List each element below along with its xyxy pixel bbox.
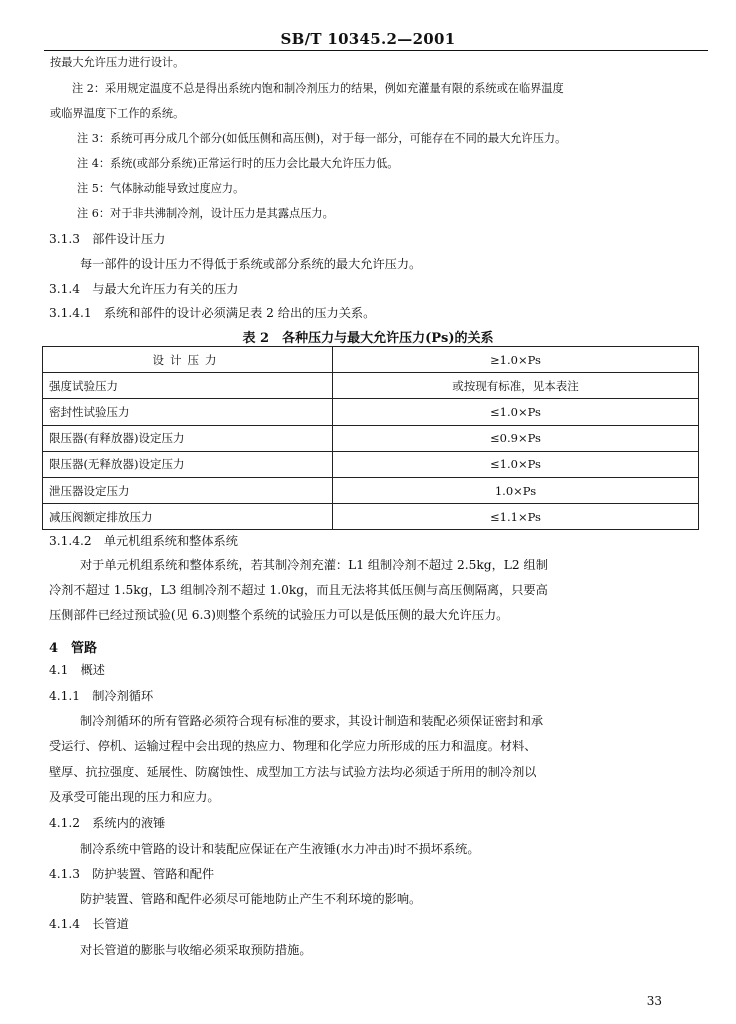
note-2-line-2: 或临界温度下工作的系统。 (50, 107, 185, 120)
section-3-1-4-2-line-1: 对于单元机组系统和整体系统，若其制冷剂充灌：L1 组制冷剂不超过 2.5kg，L2 组制 (80, 558, 548, 572)
section-4-1-4-heading: 4.1.4 长管道 (49, 917, 129, 931)
row-value: ≤1.0×Ps (333, 399, 699, 425)
row-value: ≤1.0×Ps (333, 451, 699, 477)
section-4-1-4-body: 对长管道的膨胀与收缩必须采取预防措施。 (80, 943, 312, 957)
row-value: ≤0.9×Ps (333, 425, 699, 451)
page-number: 33 (646, 994, 662, 1008)
section-3-1-3-body: 每一部件的设计压力不得低于系统或部分系统的最大允许压力。 (80, 257, 422, 271)
row-value: 1.0×Ps (333, 477, 699, 503)
section-4-1-1-line-2: 受运行、停机、运输过程中会出现的热应力、物理和化学应力所形成的压力和温度。材料、 (49, 739, 537, 753)
table-row (43, 425, 699, 451)
note-4: 注 4：系统(或部分系统)正常运行时的压力会比最大允许压力低。 (77, 157, 399, 170)
section-4-1-3-body: 防护装置、管路和配件必须尽可能地防止产生不利环境的影响。 (80, 892, 422, 906)
table-header-row (43, 347, 699, 373)
section-4-1-2-heading: 4.1.2 系统内的液锤 (49, 816, 166, 830)
table-row (43, 477, 699, 503)
section-4-1-heading: 4.1 概述 (49, 663, 105, 677)
note-2-line-1: 注 2：采用规定温度不总是得出系统内饱和制冷剂压力的结果，例如充灌量有限的系统或在临界温度 (72, 82, 564, 95)
section-4-1-1-heading: 4.1.1 制冷剂循环 (49, 689, 154, 703)
note-continuation: 按最大允许压力进行设计。 (50, 56, 185, 69)
pressure-relation-table (42, 346, 699, 530)
row-name: 强度试验压力 (43, 373, 333, 399)
section-3-1-3-heading: 3.1.3 部件设计压力 (49, 232, 166, 246)
row-name: 限压器(无释放器)设定压力 (43, 451, 333, 477)
section-3-1-4-heading: 3.1.4 与最大允许压力有关的压力 (49, 282, 239, 296)
section-4-1-1-line-1: 制冷剂循环的所有管路必须符合现有标准的要求，其设计制造和装配必须保证密封和承 (80, 714, 544, 728)
table-row (43, 373, 699, 399)
table-2-title: 表 2 各种压力与最大允许压力(Ps)的关系 (242, 331, 494, 346)
row-name: 减压阀额定排放压力 (43, 504, 333, 530)
section-4-1-1-line-4: 及承受可能出现的压力和应力。 (49, 790, 220, 804)
header-rule (44, 50, 708, 51)
row-name: 泄压器设定压力 (43, 477, 333, 503)
row-value: ≤1.1×Ps (333, 504, 699, 530)
section-4-1-2-body: 制冷系统中管路的设计和装配应保证在产生液锤(水力冲击)时不损坏系统。 (80, 842, 480, 856)
table-row (43, 399, 699, 425)
row-value: 或按现有标准，见本表注 (333, 373, 699, 399)
table-header-design-pressure: 设计压力 (43, 347, 333, 373)
section-3-1-4-2-line-2: 冷剂不超过 1.5kg，L3 组制冷剂不超过 1.0kg，而且无法将其低压侧与高压侧隔离，只要高 (49, 583, 548, 597)
chapter-4-heading: 4 管路 (49, 641, 98, 656)
row-name: 限压器(有释放器)设定压力 (43, 425, 333, 451)
section-3-1-4-2-line-3: 压侧部件已经过预试验(见 6.3)则整个系统的试验压力可以是低压侧的最大允许压力。 (49, 608, 509, 622)
note-3: 注 3：系统可再分成几个部分(如低压侧和高压侧)，对于每一部分，可能存在不同的最大允许压力。 (77, 132, 567, 145)
standard-code-header: SB/T 10345.2—2001 (280, 30, 456, 48)
table-row (43, 504, 699, 530)
note-6: 注 6：对于非共沸制冷剂，设计压力是其露点压力。 (77, 207, 334, 220)
table-header-value: ≥1.0×Ps (333, 347, 699, 373)
table-row (43, 451, 699, 477)
note-5: 注 5：气体脉动能导致过度应力。 (77, 182, 245, 195)
section-4-1-3-heading: 4.1.3 防护装置、管路和配件 (49, 867, 215, 881)
section-3-1-4-1-text: 3.1.4.1 系统和部件的设计必须满足表 2 给出的压力关系。 (49, 306, 376, 320)
section-4-1-1-line-3: 壁厚、抗拉强度、延展性、防腐蚀性、成型加工方法与试验方法均必须适于所用的制冷剂以 (49, 765, 537, 779)
section-3-1-4-2-heading: 3.1.4.2 单元机组系统和整体系统 (49, 534, 238, 548)
row-name: 密封性试验压力 (43, 399, 333, 425)
